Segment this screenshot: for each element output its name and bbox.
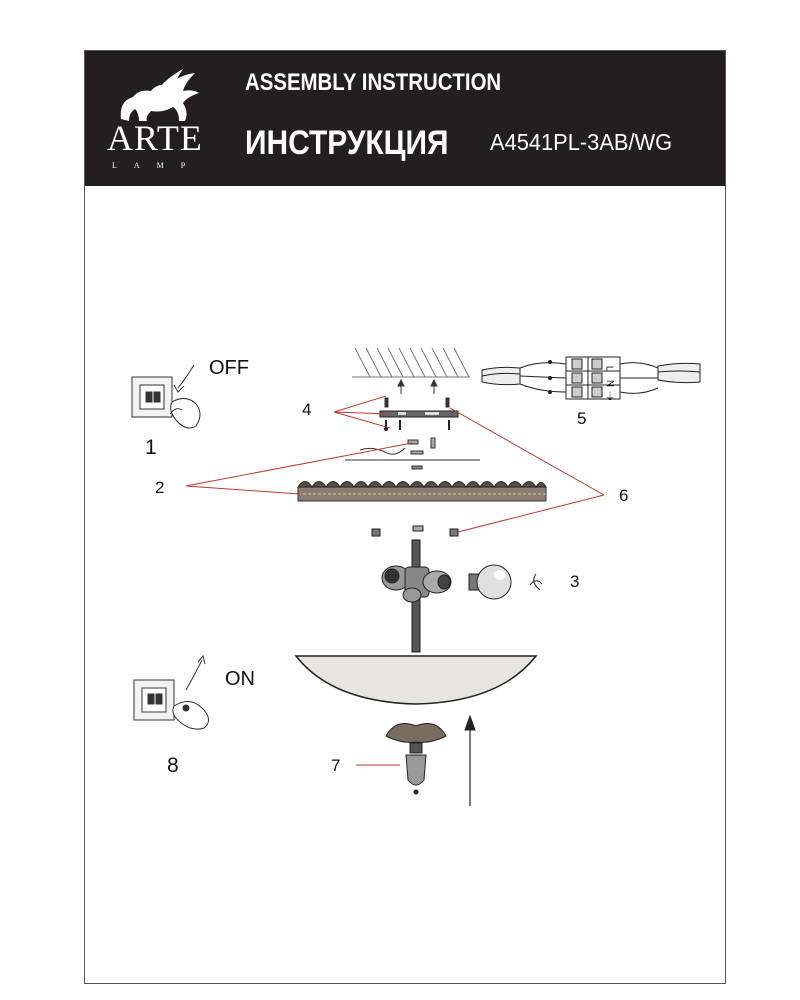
finial-icon	[386, 724, 446, 794]
step-5-number: 5	[577, 409, 587, 428]
mounting-bracket-icon	[380, 411, 458, 431]
decorative-canopy-icon	[298, 482, 546, 502]
terminal-block-icon	[482, 357, 700, 399]
brand-name: ARTE	[107, 118, 203, 158]
label-off: OFF	[209, 357, 249, 379]
nuts-icon	[372, 526, 458, 536]
step-6-number: 6	[619, 486, 629, 505]
ground-symbol-icon: ⏚	[605, 392, 615, 403]
terminal-label-l: L	[603, 365, 615, 372]
glass-shade-icon	[296, 656, 536, 704]
screws-and-wire-icon	[345, 438, 480, 469]
model-number: A4541PL-3AB/WG	[490, 129, 673, 155]
wall-switch-off-icon	[132, 365, 200, 428]
step-7-number: 7	[331, 756, 341, 775]
title-russian: ИНСТРУКЦИЯ	[245, 124, 449, 162]
step-2-number: 2	[155, 478, 165, 497]
step-4-number: 4	[302, 400, 312, 419]
brand-subtitle: LAMP	[112, 161, 203, 170]
wall-anchors-icon	[385, 380, 449, 407]
title-english: ASSEMBLY INSTRUCTION	[245, 69, 502, 96]
step-3-number: 3	[570, 572, 580, 591]
up-arrow-icon	[465, 716, 475, 806]
step-8-number: 8	[167, 754, 179, 777]
lamp-holder-cluster-icon	[382, 566, 451, 602]
wall-switch-on-icon	[134, 656, 209, 729]
label-on: ON	[225, 668, 255, 690]
step-1-number: 1	[145, 436, 157, 459]
light-bulb-icon	[469, 565, 542, 599]
terminal-label-n: N	[604, 379, 616, 388]
ceiling-icon	[352, 348, 470, 377]
